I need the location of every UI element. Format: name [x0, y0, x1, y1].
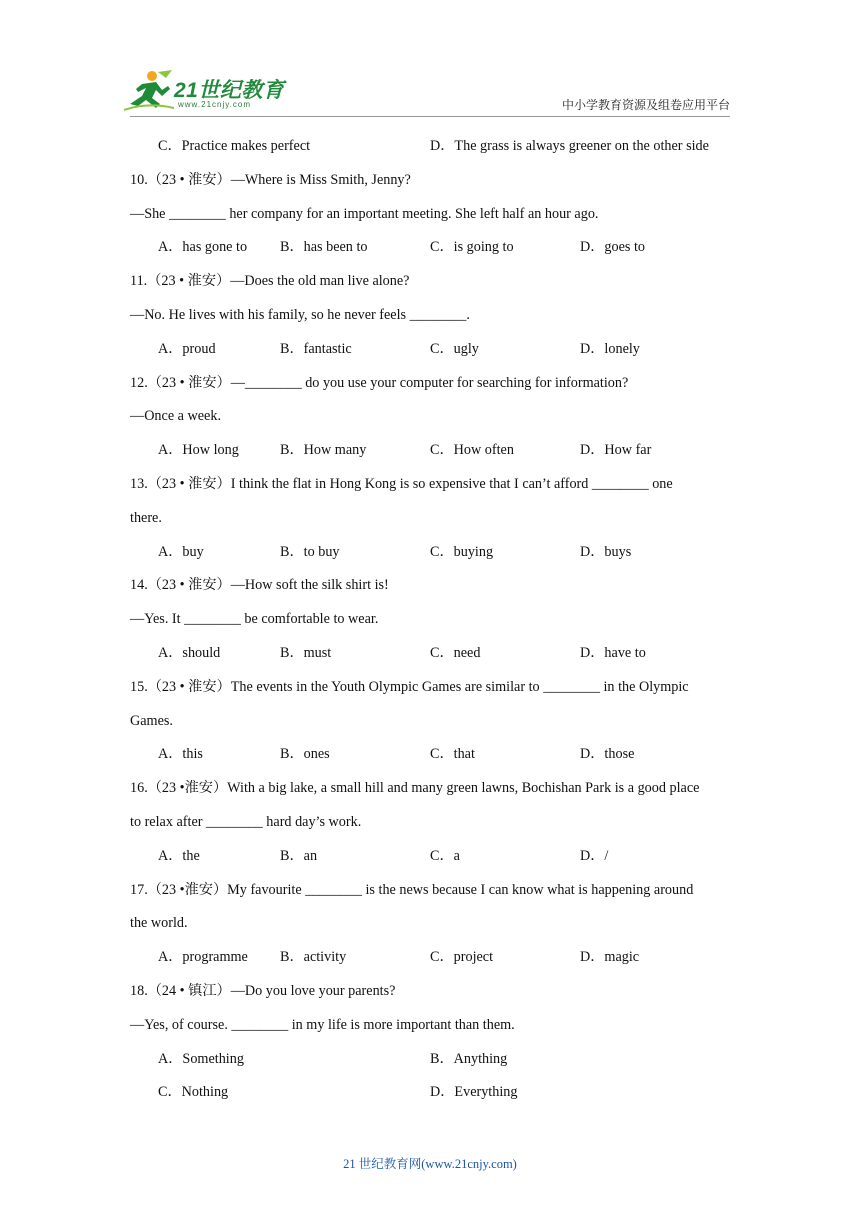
question-text-line: —She ________ her company for an important meeting. She left half an hour ago.: [130, 205, 599, 222]
answer-option: D．/: [580, 847, 609, 864]
answer-option: B．has been to: [280, 239, 368, 256]
answer-option: C．project: [430, 949, 494, 966]
answer-options-row: [130, 434, 730, 468]
answer-option: B．to buy: [280, 543, 340, 560]
answer-option: A．programme: [158, 949, 248, 966]
answer-option: C．a: [430, 847, 460, 864]
question-text-line: Games.: [130, 712, 173, 729]
question-text-line: 10.（23 • 淮安）—Where is Miss Smith, Jenny?: [130, 171, 411, 188]
answer-option: A．How long: [158, 442, 239, 459]
answer-options-row: [130, 738, 730, 772]
answer-options-row: [130, 1043, 730, 1077]
answer-option: B．fantastic: [280, 340, 352, 357]
answer-option: D．buys: [580, 543, 632, 560]
answer-option: C．Practice makes perfect: [158, 138, 311, 154]
answer-option: D．have to: [580, 644, 646, 661]
answer-option: C．ugly: [430, 340, 479, 357]
answer-options-row: [130, 637, 730, 671]
question-text-line: 14.（23 • 淮安）—How soft the silk shirt is!: [130, 577, 389, 594]
question-text-line: 18.（24 • 镇江）—Do you love your parents?: [130, 982, 396, 999]
answer-option: C．that: [430, 746, 475, 763]
answer-option: B．activity: [280, 949, 347, 966]
answer-options-row: [130, 231, 730, 265]
question-text-line: there.: [130, 509, 162, 526]
answer-options-row: [130, 536, 730, 570]
answer-option: D．The grass is always greener on the other side: [430, 138, 709, 154]
question-text-line: 13.（23 • 淮安）I think the flat in Hong Kong is so expensive that I can’t afford ________ one: [130, 475, 673, 492]
answer-option: B．ones: [280, 746, 330, 763]
question-text-line: 16.（23 •淮安）With a big lake, a small hill and many green lawns, Bochishan Park is a good place: [130, 780, 700, 797]
question-text-line: 15.（23 • 淮安）The events in the Youth Olympic Games are similar to ________ in the Olympic: [130, 678, 689, 695]
page-header: [0, 0, 860, 125]
question-list: [130, 130, 730, 1110]
answer-options-row: [130, 333, 730, 367]
answer-option: C．How often: [430, 442, 514, 459]
answer-option: D．lonely: [580, 340, 640, 357]
answer-option: B．must: [280, 644, 332, 661]
logo-url: www.21cnjy.com: [178, 100, 251, 109]
question-text-line: the world.: [130, 915, 188, 932]
question-text-line: 11.（23 • 淮安）—Does the old man live alone?: [130, 273, 410, 290]
answer-option: C．Nothing: [158, 1084, 229, 1101]
header-tagline: 中小学教育资源及组卷应用平台: [561, 98, 730, 112]
answer-option: B．How many: [280, 442, 367, 459]
question-text-line: —Yes. It ________ be comfortable to wear.: [130, 611, 379, 628]
answer-option: A．buy: [158, 543, 204, 560]
page-footer: 21 世纪教育网(www.21cnjy.com): [343, 1157, 517, 1171]
answer-options-row: [130, 130, 730, 164]
header-divider: [130, 116, 730, 117]
answer-options-row: [130, 840, 730, 874]
answer-option: A．proud: [158, 340, 216, 357]
answer-options-row: [130, 1076, 730, 1110]
answer-option: D．Everything: [430, 1084, 518, 1101]
answer-option: C．is going to: [430, 239, 514, 256]
question-text-line: 17.（23 •淮安）My favourite ________ is the news because I can know what is happening around: [130, 881, 694, 898]
logo-text: 21世纪教育: [174, 79, 285, 102]
answer-option: C．need: [430, 644, 481, 661]
answer-option: A．the: [158, 847, 200, 864]
question-text-line: —No. He lives with his family, so he never feels ________.: [130, 306, 470, 323]
question-text-line: to relax after ________ hard day’s work.: [130, 813, 362, 830]
answer-option: A．this: [158, 746, 203, 763]
answer-option: D．How far: [580, 442, 652, 459]
runner-logo-icon: [122, 70, 176, 114]
answer-option: D．magic: [580, 949, 640, 966]
answer-option: D．those: [580, 746, 635, 763]
answer-option: B．an: [280, 847, 318, 864]
answer-option: B．Anything: [430, 1050, 508, 1067]
answer-option: A．has gone to: [158, 239, 248, 256]
question-text-line: —Once a week.: [130, 408, 221, 425]
answer-option: A．Something: [158, 1050, 244, 1067]
answer-option: D．goes to: [580, 239, 646, 256]
question-text-line: —Yes, of course. ________ in my life is more important than them.: [130, 1016, 515, 1033]
question-text-line: 12.（23 • 淮安）—________ do you use your computer for searching for information?: [130, 374, 629, 391]
logo: [122, 70, 292, 114]
answer-options-row: [130, 941, 730, 975]
answer-option: C．buying: [430, 543, 494, 560]
answer-option: A．should: [158, 644, 221, 661]
